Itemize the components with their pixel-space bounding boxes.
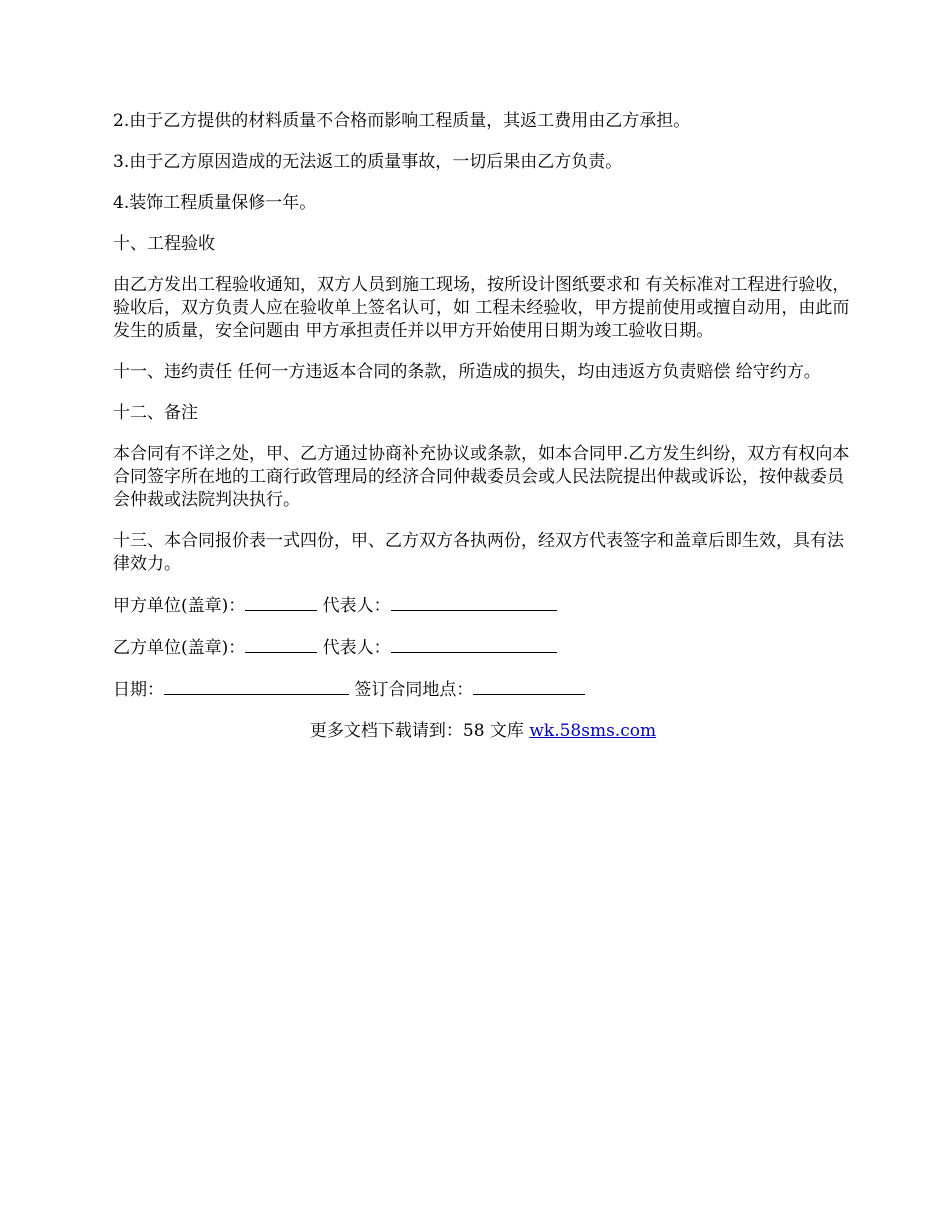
party-b-signature-line bbox=[113, 636, 853, 660]
section-heading-acceptance: 十、工程验收 bbox=[113, 234, 215, 254]
party-b-unit-label: 乙方单位(盖章)： bbox=[113, 638, 246, 658]
party-a-representative-blank[interactable] bbox=[391, 594, 557, 611]
copies-validity-paragraph: 十三、本合同报价表一式四份，甲、乙方双方各执两份，经双方代表签字和盖章后即生效，具有法律效力。 bbox=[113, 531, 844, 574]
party-a-unit-label: 甲方单位(盖章)： bbox=[113, 596, 246, 616]
place-label: 签订合同地点： bbox=[354, 680, 474, 700]
clause-item-3: 3.由于乙方原因造成的无法返工的质量事故，一切后果由乙方负责。 bbox=[113, 152, 623, 172]
date-blank[interactable] bbox=[164, 678, 349, 695]
party-b-representative-label: 代表人： bbox=[322, 638, 391, 658]
date-label: 日期： bbox=[113, 680, 164, 700]
acceptance-paragraph: 由乙方发出工程验收通知，双方人员到施工现场，按所设计图纸要求和 有关标准对工程进行验收，验收后，双方负责人应在验收单上签名认可，如 工程未经验收，甲方提前使用或擅自动用，由此而发生的质量，安全问题由 甲方承担责任并以甲方开始使用日期为竣工验收日期。 bbox=[113, 275, 850, 341]
breach-liability-paragraph: 十一、违约责任 任何一方违返本合同的条款，所造成的损失，均由违返方负责赔偿 给守约方。 bbox=[113, 362, 821, 382]
date-place-line bbox=[113, 678, 853, 702]
party-b-representative-blank[interactable] bbox=[391, 636, 557, 653]
party-a-unit-blank[interactable] bbox=[245, 594, 317, 611]
clause-item-4: 4.装饰工程质量保修一年。 bbox=[113, 193, 317, 213]
party-b-unit-blank[interactable] bbox=[245, 636, 317, 653]
remarks-paragraph: 本合同有不详之处，甲、乙方通过协商补充协议或条款，如本合同甲.乙方发生纠纷，双方有权向本合同签字所在地的工商行政管理局的经济合同仲裁委员会或人民法院提出仲裁或诉讼，按仲裁委员会仲裁或法院判决执行。 bbox=[113, 444, 850, 510]
footer-download-note bbox=[113, 720, 853, 743]
footer-prefix: 更多文档下载请到：58 文库 bbox=[309, 721, 530, 741]
footer-link[interactable]: wk.58sms.com bbox=[529, 721, 657, 741]
clause-item-2: 2.由于乙方提供的材料质量不合格而影响工程质量，其返工费用由乙方承担。 bbox=[113, 111, 691, 131]
place-blank[interactable] bbox=[473, 678, 585, 695]
party-a-signature-line bbox=[113, 594, 853, 618]
party-a-representative-label: 代表人： bbox=[322, 596, 391, 616]
section-heading-remarks: 十二、备注 bbox=[113, 403, 198, 423]
document-page bbox=[113, 110, 853, 743]
